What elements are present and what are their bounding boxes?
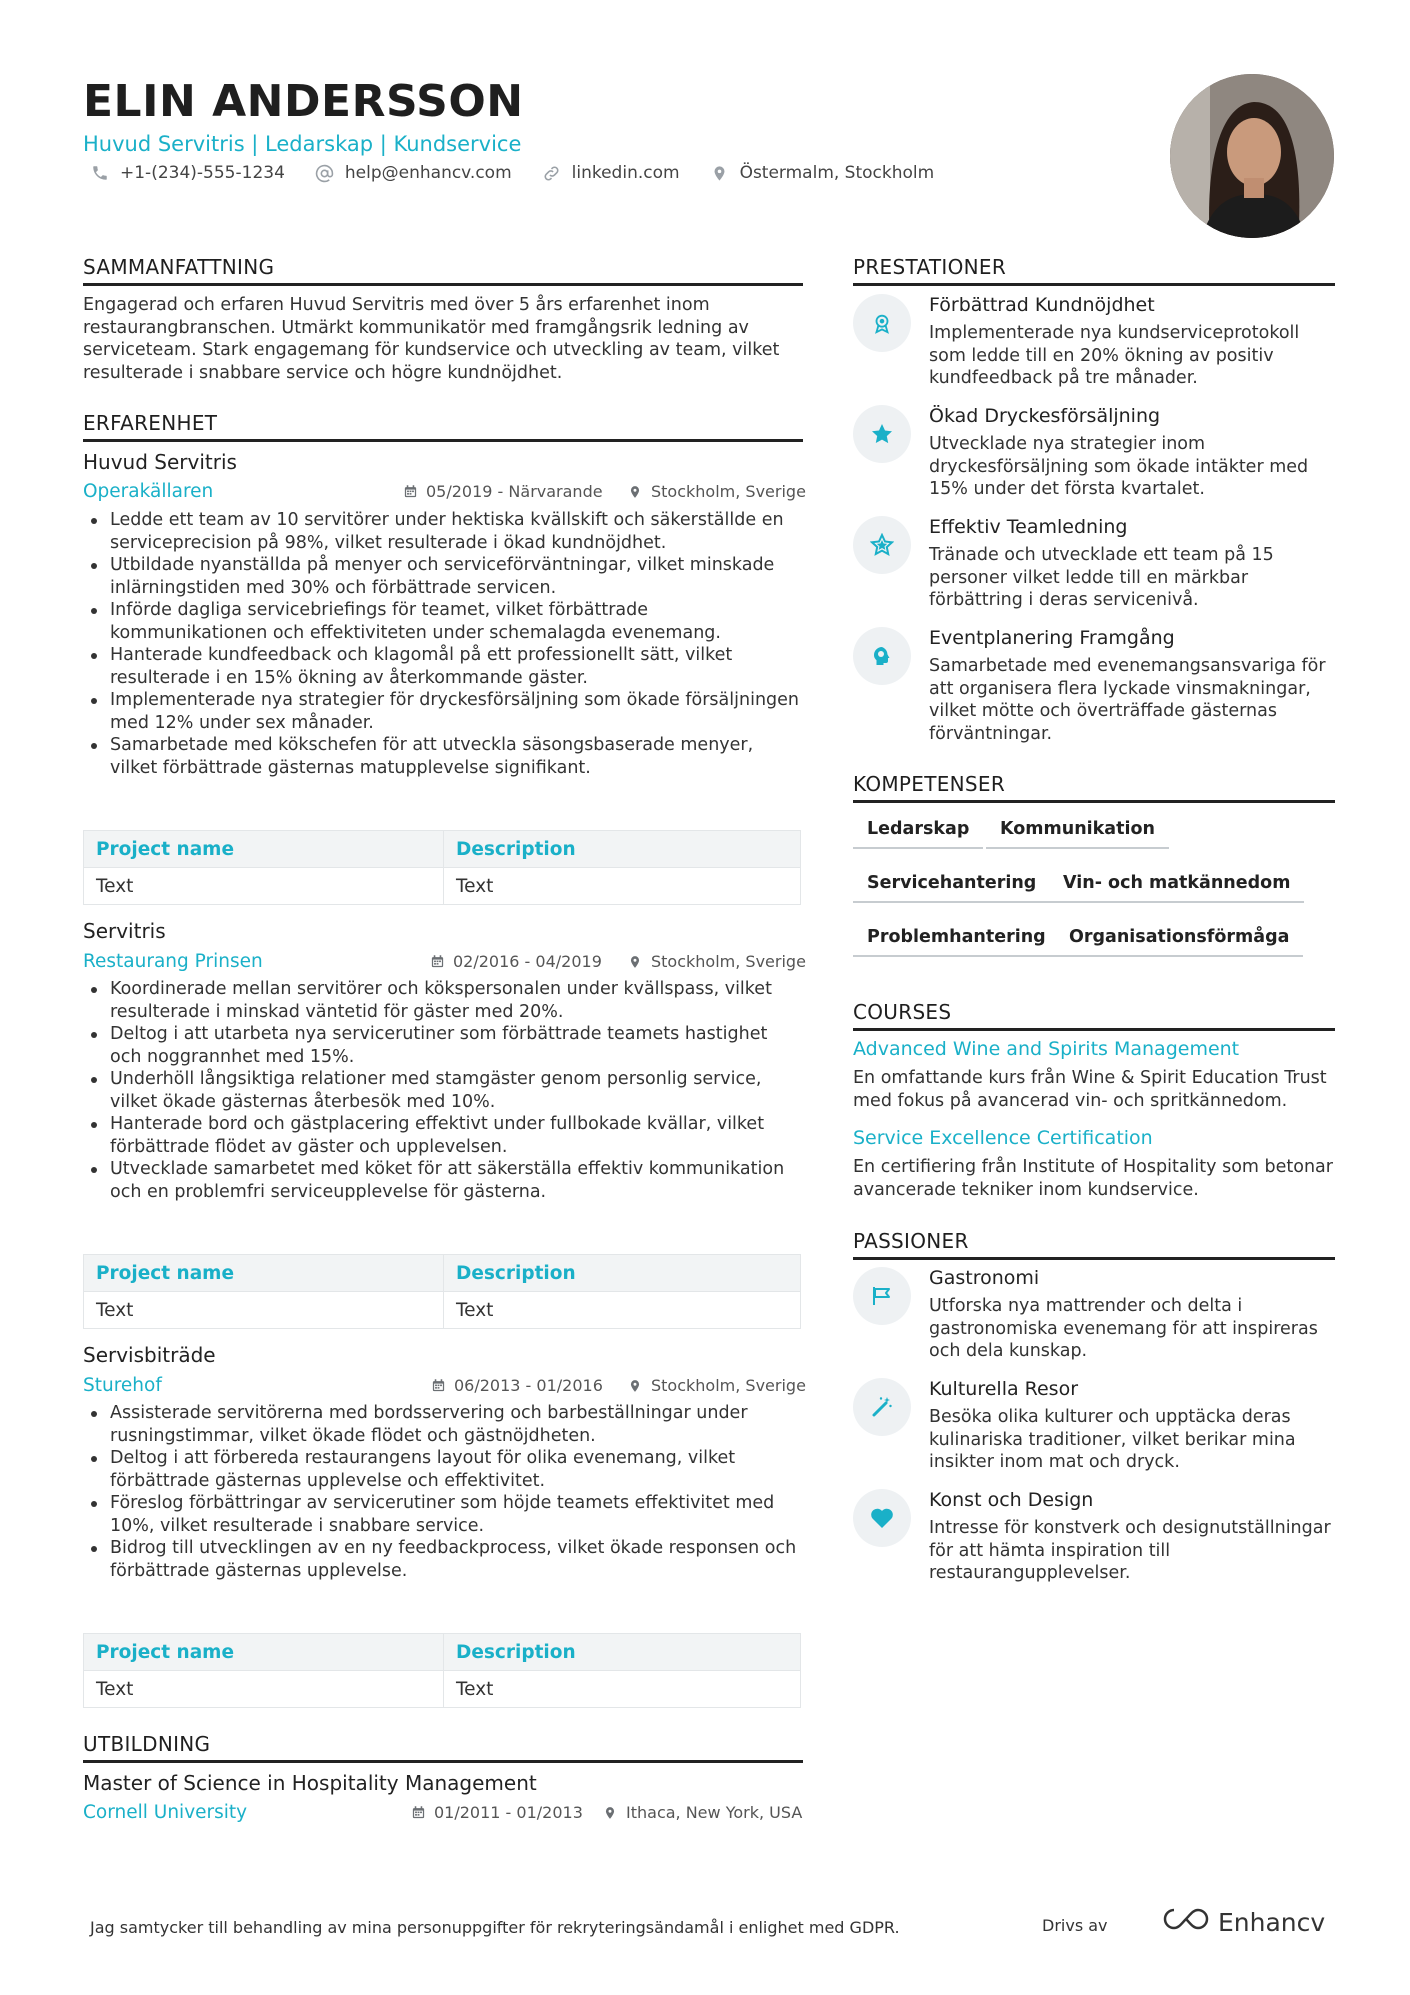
job-location-text: Stockholm, Sverige [651, 952, 806, 971]
contact-location-text: Östermalm, Stockholm [739, 163, 935, 183]
skill-tag: Servicehantering [853, 873, 1050, 903]
calendar-icon [430, 1378, 446, 1394]
table-row [84, 1671, 801, 1708]
achievement-desc: Utvecklade nya strategier inom dryckesförsäljning som ökade intäkter med 15% under det första kvartalet. [929, 434, 1309, 499]
job-location [627, 952, 806, 971]
list-item: Implementerade nya strategier för dryckesförsäljning som ökade försäljningen med 12% under sex månader. [83, 689, 803, 734]
skills-heading: KOMPETENSER [853, 772, 1335, 803]
education-location [602, 1803, 802, 1822]
courses-heading: COURSES [853, 1000, 1335, 1031]
star-icon [853, 405, 911, 463]
table-header: Project name [84, 1634, 444, 1671]
calendar-icon [429, 954, 445, 970]
project-table [83, 1254, 801, 1329]
phone-icon [90, 163, 110, 183]
job-company[interactable]: Restaurang Prinsen [83, 951, 263, 972]
achievement-desc: Implementerade nya kundserviceprotokoll som ledde till en 20% ökning av positiv kundfeedback på tre månader. [929, 323, 1300, 388]
location-pin-icon [627, 484, 643, 500]
passion-title: Gastronomi [929, 1267, 1040, 1289]
list-item: Utbildade nyanställda på menyer och serviceförväntningar, vilket minskade inlärningstiden med 30% och förbättrade servicen. [83, 554, 803, 599]
project-table [83, 1633, 801, 1708]
job-role: Huvud Servitris [83, 450, 237, 474]
table-header: Description [444, 831, 801, 868]
table-cell: Text [84, 1671, 444, 1708]
flag-icon [853, 1267, 911, 1325]
job-dates [429, 952, 602, 971]
star-outline-icon [853, 516, 911, 574]
education-school[interactable]: Cornell University [83, 1802, 248, 1823]
achievements-heading: PRESTATIONER [853, 255, 1335, 286]
list-item: Assisterade servitörerna med bordsservering och barbeställningar under rusningstimmar, vilket ökade flödet och gästnöjdheten. [83, 1402, 803, 1447]
table-header: Description [444, 1634, 801, 1671]
award-icon [853, 294, 911, 352]
powered-by-label: Drivs av [1042, 1916, 1108, 1935]
job-location-text: Stockholm, Sverige [651, 482, 806, 501]
job-dates [402, 482, 603, 501]
passions-heading: PASSIONER [853, 1229, 1335, 1260]
table-cell: Text [444, 1292, 801, 1329]
table-header: Description [444, 1255, 801, 1292]
contact-location [710, 163, 935, 183]
achievement-title: Effektiv Teamledning [929, 516, 1128, 538]
achievement-title: Eventplanering Framgång [929, 627, 1175, 649]
contact-phone-text: +1-(234)-555-1234 [120, 163, 285, 183]
passion-title: Kulturella Resor [929, 1378, 1079, 1400]
candidate-name: ELIN ANDERSSON [83, 76, 524, 127]
contact-linkedin[interactable] [542, 163, 680, 183]
summary-text: Engagerad och erfaren Huvud Servitris med över 5 års erfarenhet inom restaurangbranschen. Utmärkt kommunikatör med framgångsrik ledning av serviceteam. Stark engagemang för kundservice och utveckling av team, vilket resulterade i snabbare service och högre kundnöjdhet. [83, 295, 780, 383]
list-item: Samarbetade med kökschefen för att utveckla säsongsbaserade menyer, vilket förbättrade gästernas matupplevelse signifikant. [83, 734, 803, 779]
contact-email-text: help@enhancv.com [344, 163, 512, 183]
job-bullets [83, 509, 803, 779]
job-dates-text: 06/2013 - 01/2016 [454, 1376, 603, 1395]
list-item: Bidrog till utvecklingen av en ny feedbackprocess, vilket ökade responsen och förbättrade gästernas upplevelse. [83, 1537, 803, 1582]
list-item: Utvecklade samarbetet med köket för att säkerställa effektiv kommunikation och en problemfri serviceupplevelse för gästerna. [83, 1158, 803, 1203]
candidate-subtitle: Huvud Servitris | Ledarskap | Kundservice [83, 132, 522, 156]
achievement-desc: Samarbetade med evenemangsansvariga för att organisera flera lyckade vinsmakningar, vilket mötte och överträffade gästernas förväntningar. [929, 656, 1326, 744]
calendar-icon [410, 1805, 426, 1821]
heart-icon [853, 1489, 911, 1547]
passion-desc: Intresse för konstverk och designutställningar för att hämta inspiration till restaurangupplevelser. [929, 1518, 1331, 1583]
course-title[interactable]: Service Excellence Certification [853, 1127, 1153, 1149]
course-desc: En certifiering från Institute of Hospitality som betonar avancerade tekniker inom kundservice. [853, 1157, 1333, 1200]
achievement-title: Förbättrad Kundnöjdhet [929, 294, 1155, 316]
skill-tag: Problemhantering [853, 927, 1060, 957]
job-company[interactable]: Sturehof [83, 1375, 162, 1396]
location-pin-icon [627, 1378, 643, 1394]
table-cell: Text [444, 1671, 801, 1708]
education-heading: UTBILDNING [83, 1732, 803, 1763]
at-icon [315, 163, 335, 183]
list-item: Ledde ett team av 10 servitörer under hektiska kvällskift och säkerställde en serviceprecision på 98%, vilket resulterade i ökad kundnöjdhet. [83, 509, 803, 554]
table-cell: Text [444, 868, 801, 905]
job-role: Servitris [83, 919, 166, 943]
project-table [83, 830, 801, 905]
job-location-text: Stockholm, Sverige [651, 1376, 806, 1395]
calendar-icon [402, 484, 418, 500]
list-item: Hanterade bord och gästplacering effektivt under fullbokade kvällar, vilket förbättrade flödet av gäster och upplevelsen. [83, 1113, 803, 1158]
contact-phone [90, 163, 285, 183]
list-item: Deltog i att förbereda restaurangens layout för olika evenemang, vilket förbättrade gästernas upplevelse och effektivitet. [83, 1447, 803, 1492]
magic-wand-icon [853, 1378, 911, 1436]
head-idea-icon [853, 627, 911, 685]
job-location [627, 482, 806, 501]
list-item: Föreslog förbättringar av servicerutiner som höjde teamets effektivitet med 10%, vilket resulterade i snabbare service. [83, 1492, 803, 1537]
link-icon [542, 163, 562, 183]
summary-heading: SAMMANFATTNING [83, 255, 803, 286]
location-pin-icon [627, 954, 643, 970]
enhancv-logo[interactable] [1162, 1906, 1325, 1938]
location-pin-icon [602, 1805, 618, 1821]
job-dates-text: 05/2019 - Närvarande [426, 482, 603, 501]
table-header: Project name [84, 1255, 444, 1292]
job-dates [430, 1376, 603, 1395]
list-item: Koordinerade mellan servitörer och kökspersonalen under kvällspass, vilket resulterade i minskad väntetid för gäster med 20%. [83, 978, 803, 1023]
infinity-logo-icon [1162, 1906, 1210, 1938]
list-item: Deltog i att utarbeta nya servicerutiner som förbättrade teamets hastighet och noggrannhet med 15%. [83, 1023, 803, 1068]
contact-bar [90, 163, 934, 183]
course-title[interactable]: Advanced Wine and Spirits Management [853, 1038, 1240, 1060]
passion-title: Konst och Design [929, 1489, 1094, 1511]
education-location-text: Ithaca, New York, USA [626, 1803, 803, 1822]
job-company[interactable]: Operakällaren [83, 481, 214, 502]
table-cell: Text [84, 868, 444, 905]
location-pin-icon [710, 163, 730, 183]
achievement-desc: Tränade och utvecklade ett team på 15 personer vilket ledde till en märkbar förbättring i deras servicenivå. [929, 545, 1274, 610]
table-header: Project name [84, 831, 444, 868]
job-bullets [83, 978, 803, 1203]
skill-tag: Vin- och matkännedom [1049, 873, 1304, 903]
course-desc: En omfattande kurs från Wine & Spirit Education Trust med fokus på avancerad vin- och spritkännedom. [853, 1068, 1327, 1111]
education-degree: Master of Science in Hospitality Management [83, 1771, 537, 1795]
skill-tag: Ledarskap [853, 819, 983, 849]
achievement-title: Ökad Dryckesförsäljning [929, 405, 1161, 427]
list-item: Underhöll långsiktiga relationer med stamgäster genom personlig service, vilket ökade gästernas återbesök med 10%. [83, 1068, 803, 1113]
job-dates-text: 02/2016 - 04/2019 [453, 952, 602, 971]
contact-email[interactable] [315, 163, 512, 183]
gdpr-consent: Jag samtycker till behandling av mina personuppgifter för rekryteringsändamål i enlighet med GDPR. [90, 1918, 900, 1937]
skill-tag: Kommunikation [986, 819, 1169, 849]
skill-tag: Organisationsförmåga [1055, 927, 1303, 957]
education-dates-text: 01/2011 - 01/2013 [434, 1803, 583, 1822]
job-role: Servisbiträde [83, 1343, 216, 1367]
experience-heading: ERFARENHET [83, 411, 803, 442]
passion-desc: Utforska nya mattrender och delta i gastronomiska evenemang för att inspireras och dela kunskap. [929, 1296, 1318, 1361]
contact-linkedin-text: linkedin.com [571, 163, 680, 183]
table-cell: Text [84, 1292, 444, 1329]
brand-name: Enhancv [1218, 1907, 1326, 1937]
profile-photo [1170, 74, 1334, 238]
table-row [84, 868, 801, 905]
job-bullets [83, 1402, 803, 1582]
list-item: Införde dagliga servicebriefings för teamet, vilket förbättrade kommunikationen och effektiviteten under schemalagda evenemang. [83, 599, 803, 644]
list-item: Hanterade kundfeedback och klagomål på ett professionellt sätt, vilket resulterade i en 15% ökning av återkommande gäster. [83, 644, 803, 689]
passion-desc: Besöka olika kulturer och upptäcka deras kulinariska traditioner, vilket berikar mina insikter inom mat och dryck. [929, 1407, 1296, 1472]
table-row [84, 1292, 801, 1329]
job-location [627, 1376, 806, 1395]
education-dates [410, 1803, 583, 1822]
